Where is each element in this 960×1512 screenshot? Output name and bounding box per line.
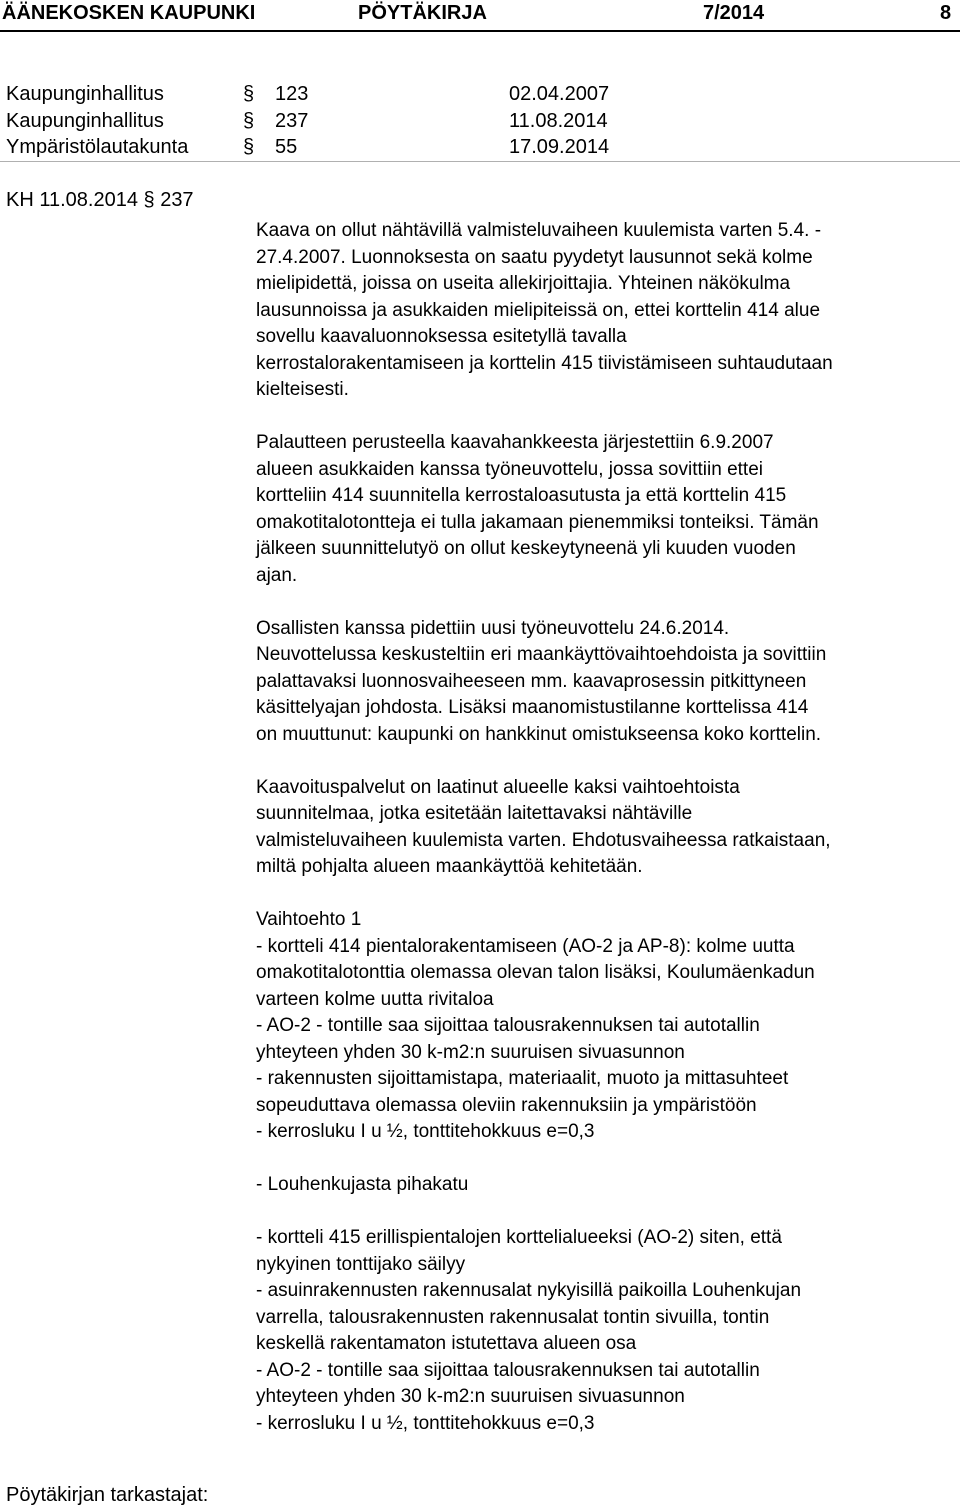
organization-name: ÄÄNEKOSKEN KAUPUNKI [2, 2, 256, 24]
case-history [6, 80, 960, 160]
history-date: 11.08.2014 [509, 109, 608, 132]
history-body: Ympäristölautakunta [6, 136, 189, 158]
paragraph: Kaavoituspalvelut on laatinut alueelle kaksi vaihtoehtoista suunnitelmaa, jotka esitetään laitettavaksi nähtäville valmisteluvaiheen kuulemista varten. Ehdotusvaiheessa ratkaistaan, miltä pohjalta alueen maankäyttöä kehitetään. [256, 776, 831, 877]
paragraph: - Louhenkujasta pihakatu [256, 1174, 469, 1195]
issue-number: 7/2014 [703, 2, 765, 24]
minutes-body [256, 218, 956, 1464]
header-divider [0, 30, 960, 32]
history-date: 02.04.2007 [509, 83, 610, 105]
history-body: Kaupunginhallitus [6, 83, 164, 105]
history-number: 237 [275, 109, 309, 132]
history-row [6, 133, 960, 160]
paragraph: Kaava on ollut nähtävillä valmisteluvaiheen kuulemista varten 5.4. - 27.4.2007. Luonnoksesta on saatu pyydetyt lausunnot sekä kolme mielipidettä, joissa on useita allekirjoittajia. Yhteinen näkökulma lausunnoissa ja asukkaiden mielipiteissä on, ettei korttelin 414 alue sovellu kaavaluonnoksessa esitetyllä tavalla kerrostalorakentamiseen ja korttelin 415 tiivistämiseen suhtaudutaan kielteisesti. [256, 220, 833, 400]
history-row [6, 80, 960, 107]
page-header [0, 0, 960, 30]
signatories-label: Pöytäkirjan tarkastajat: [6, 1484, 209, 1506]
paragraph: Vaihtoehto 1 - kortteli 414 pientalorakentamiseen (AO-2 ja AP-8): kolme uutta omakotitalotonttia olemassa olevan talon lisäksi, Koulumäenkadun varteen kolme uutta rivitaloa - AO-2 - tontille saa sijoittaa talousrakennuksen tai autotallin yhteyteen yhden 30 k-m2:n suuruisen sivuasunnon - rakennusten sijoittamistapa, materiaalit, muoto ja mittasuhteet sopeuduttava olemassa oleviin rakennuksiin ja ympäristöön - kerrosluku I u ½, tonttitehokkuus e=0,3 [256, 909, 815, 1142]
page-number: 8 [940, 2, 952, 24]
history-body: Kaupunginhallitus [6, 109, 164, 132]
paragraph: - kortteli 415 erillispientalojen korttelialueeksi (AO-2) siten, että nykyinen tonttijako säilyy - asuinrakennusten rakennusalat nykyisillä paikoilla Louhenkujan varrella, talousrakennusten rakennusalat tontin sivuilla, tontin keskellä rakentamaton istutettava alueen osa - AO-2 - tontille saa sijoittaa talousrakennuksen tai autotallin yhteyteen yhden 30 k-m2:n suuruisen sivuasunnon - kerrosluku I u ½, tonttitehokkuus e=0,3 [256, 1227, 802, 1434]
section-sign: § [243, 109, 255, 132]
paragraph: Palautteen perusteella kaavahankkeesta järjestettiin 6.9.2007 alueen asukkaiden kanssa työneuvottelu, jossa sovittiin ettei kortteliin 414 suunnitella kerrostaloasutusta ja että korttelin 415 omakotitalotontteja ei tulla jakamaan pienemmiksi tonteiksi. Tämän jälkeen suunnittelutyö on ollut keskeytyneenä yli kuuden vuoden ajan. [256, 432, 819, 586]
history-number: 55 [275, 136, 298, 158]
section-sign: § [243, 83, 255, 105]
section-sign: § [243, 136, 255, 158]
history-date: 17.09.2014 [509, 136, 610, 158]
document-type: PÖYTÄKIRJA [358, 2, 487, 24]
history-row [6, 107, 960, 134]
history-divider [0, 161, 960, 162]
history-number: 123 [275, 83, 309, 105]
paragraph: Osallisten kanssa pidettiin uusi työneuvottelu 24.6.2014. Neuvottelussa keskusteltiin eri maankäyttövaihtoehdoista ja sovittiin palattavaksi luonnosvaiheeseen mm. kaavaprosessin pitkittyneen käsittelyajan johdosta. Lisäksi maanomistustilanne korttelissa 414 on muuttunut: kaupunki on hankkinut omistukseensa koko korttelin. [256, 617, 827, 745]
case-identifier: KH 11.08.2014 § 237 [6, 189, 194, 211]
